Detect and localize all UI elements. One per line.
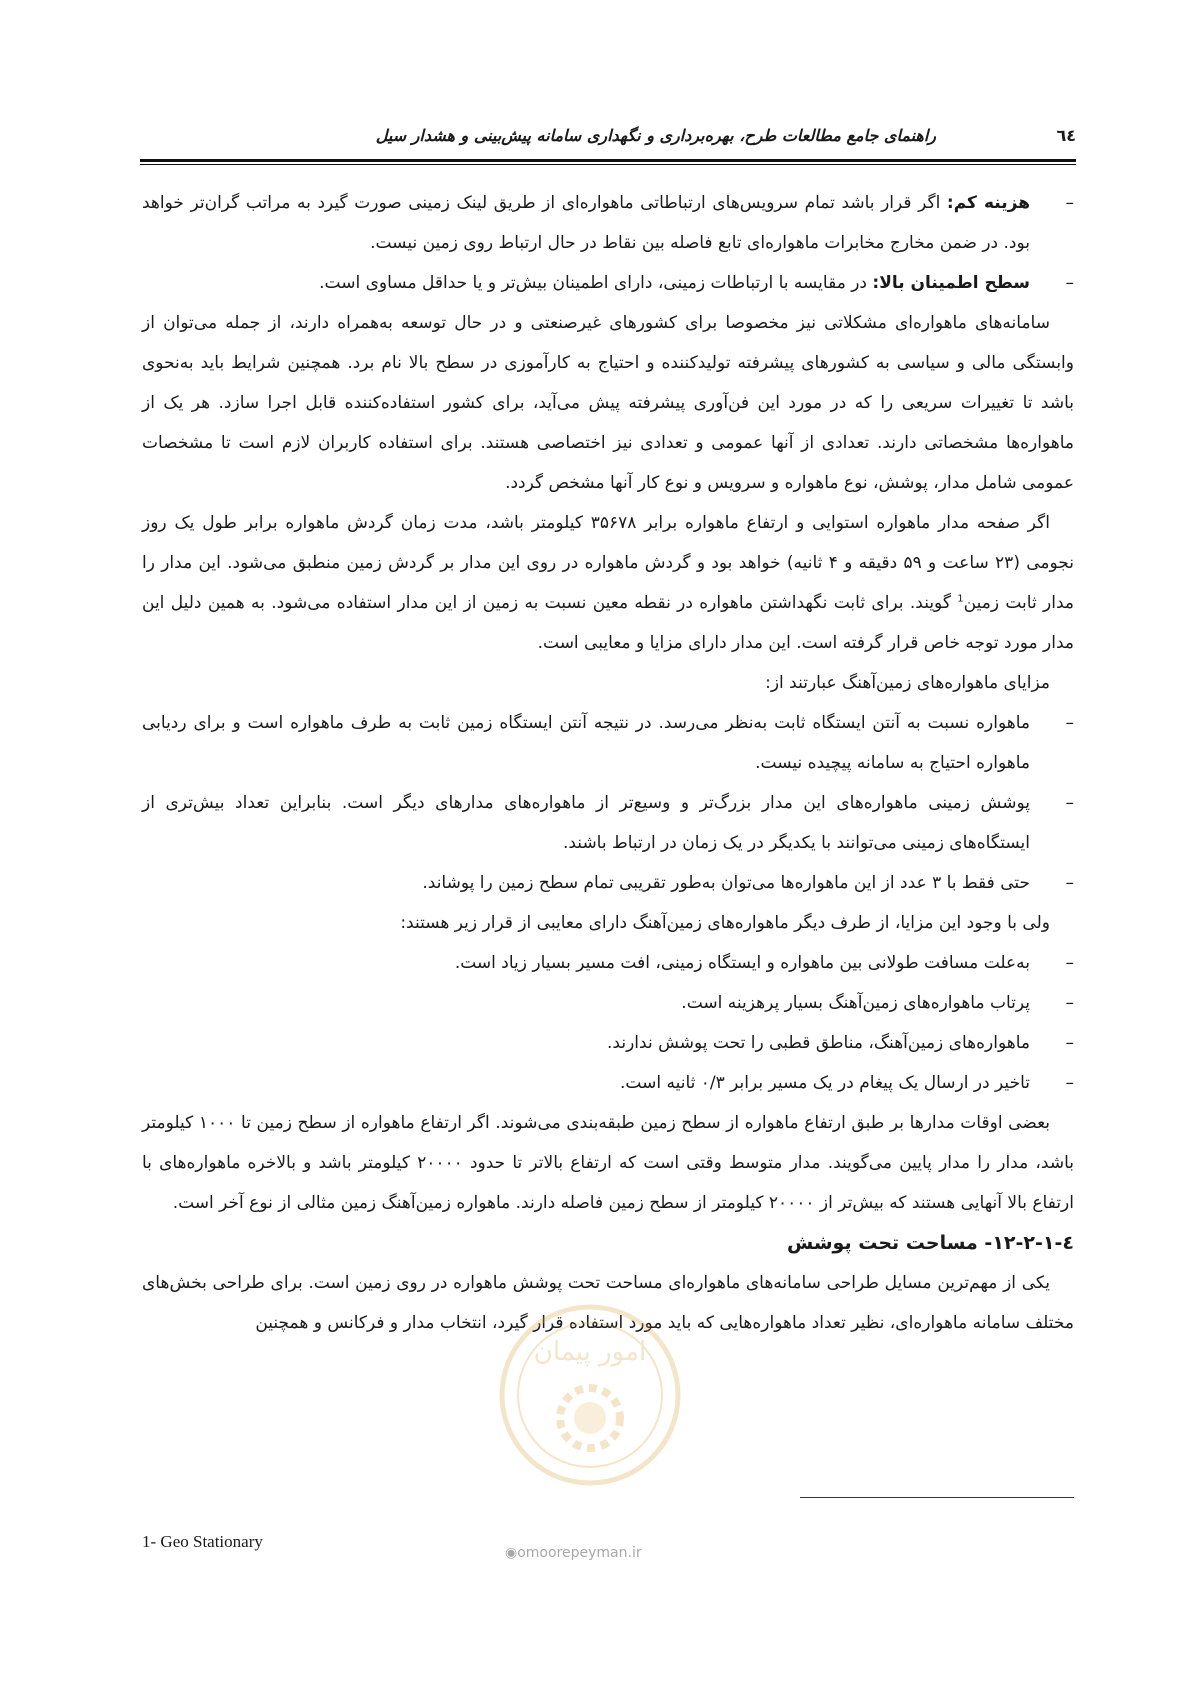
- page-number: ٦٤: [1056, 126, 1076, 145]
- list-item-text: ماهواره نسبت به آنتن ایستگاه ثابت به‌نظر می‌رسد. در نتیجه آنتن ایستگاه زمین ثابت به طرف ماهواره است و برای ردیابی ماهواره احتیاج به سامانه پیچیده نیست.: [142, 713, 1030, 773]
- bullet-dash: –: [1065, 1033, 1074, 1053]
- term-low-cost: هزینه کم:: [946, 193, 1030, 213]
- list-item: [142, 983, 1074, 1023]
- footnote-rule: [800, 1497, 1074, 1498]
- bullet-low-cost: [142, 183, 1074, 263]
- bullet-dash: –: [1065, 873, 1074, 893]
- list-item: [142, 943, 1074, 983]
- paragraph: مزایای ماهواره‌های زمین‌آهنگ عبارتند از:: [765, 673, 1050, 693]
- paragraph: یکی از مهم‌ترین مسایل طراحی سامانه‌های ماهواره‌ای مساحت تحت پوشش ماهواره در روی زمین است. برای طراحی بخش‌های مختلف سامانه ماهواره‌ای، نظیر تعداد ماهواره‌هایی که باید مورد استفاده قرار گیرد، انتخاب مدار و فرکانس و همچنین: [142, 1273, 1074, 1333]
- watermark-logo: [495, 1300, 685, 1490]
- bullet-text: اگر قرار باشد تمام سرویس‌های ارتباطاتی ماهواره‌ای از طریق لینک زمینی صورت گیرد به مراتب گران‌تر خواهد بود. در ضمن مخارج مخابرات ماهواره‌ای تابع فاصله بین نقاط در حال ارتباط روی زمین نیست.: [142, 193, 1030, 253]
- paragraph-text: گویند. برای ثابت نگهداشتن ماهواره در نقطه معین نسبت به زمین از این مدار استفاده می‌شود. به همین دلیل این مدار مورد توجه خاص قرار گرفته است. این مدار دارای مزایا و معایبی است.: [142, 593, 1074, 653]
- section-heading: ٤-۱۲-۲-۱- مساحت تحت پوشش: [787, 1232, 1074, 1254]
- bullet-dash: –: [1065, 1073, 1074, 1093]
- paragraph: سامانه‌های ماهواره‌ای مشکلاتی نیز مخصوصا برای کشورهای غیرصنعتی و در حال توسعه به‌همراه دارند، از جمله می‌توان از وابستگی مالی و سیاسی به کشورهای پیشرفته تولیدکننده و احتیاج به کارآموزی در سطح بالا نام برد. همچنین شرایط باید به‌نحوی باشد تا تغییرات سریعی را که در مورد این فن‌آوری پیشرفته پیش می‌آید، برای کشور استفاده‌کننده قابل اجرا سازد. هر یک از ماهواره‌ها مشخصاتی دارند. تعدادی از آنها عمومی و تعدادی نیز اختصاصی هستند. برای استفاده کاربران لازم است تا مشخصات عمومی شامل مدار، پوشش، نوع ماهواره و سرویس و نوع کار آنها مشخص گردد.: [142, 313, 1074, 493]
- bullet-dash: –: [1065, 793, 1074, 813]
- watermark-logo-text: امور پیمان: [533, 1337, 647, 1367]
- footnote: 1- Geo Stationary: [142, 1532, 263, 1551]
- body-text: [142, 183, 1074, 1343]
- list-item: [142, 703, 1074, 783]
- header-rule-thick: [140, 159, 1076, 162]
- list-item-text: تاخیر در ارسال یک پیغام در یک مسیر برابر ۰/۳ ثانیه است.: [620, 1073, 1030, 1093]
- list-item-text: حتی فقط با ۳ عدد از این ماهواره‌ها می‌توان به‌طور تقریبی تمام سطح زمین را پوشاند.: [422, 873, 1030, 893]
- paragraph: بعضی اوقات مدارها بر طبق ارتفاع ماهواره از سطح زمین طبقه‌بندی می‌شوند. اگر ارتفاع ماهواره از سطح زمین تا ۱۰۰۰ کیلومتر باشد، مدار را مدار پایین می‌گویند. مدار متوسط وقتی است که ارتفاع بالاتر تا حدود ۲۰۰۰۰ کیلومتر باشد و بالاخره ماهواره‌های با ارتفاع بالا آنهایی هستند که بیش‌تر از ۲۰۰۰۰ کیلومتر از سطح زمین فاصله دارند. ماهواره زمین‌آهنگ زمین مثالی از نوع آخر است.: [142, 1113, 1074, 1213]
- watermark-globe-icon: ◉: [505, 1545, 518, 1561]
- list-item: [142, 863, 1074, 903]
- running-header: [140, 122, 1076, 156]
- bullet-dash: –: [1065, 713, 1074, 733]
- list-item-text: ماهواره‌های زمین‌آهنگ، مناطق قطبی را تحت پوشش ندارند.: [607, 1033, 1030, 1053]
- footnote-ref: 1: [957, 593, 964, 605]
- list-item: [142, 1023, 1074, 1063]
- list-item-text: به‌علت مسافت طولانی بین ماهواره و ایستگاه زمینی، افت مسیر بسیار زیاد است.: [454, 953, 1030, 973]
- header-rule-thin: [140, 164, 1076, 165]
- bullet-text: در مقایسه با ارتباطات زمینی، دارای اطمینان بیش‌تر و یا حداقل مساوی است.: [319, 273, 873, 293]
- watermark-url-text: omoorepeyman.ir: [517, 1545, 642, 1561]
- bullet-dash: –: [1065, 953, 1074, 973]
- paragraph-text: اگر صفحه مدار ماهواره استوایی و ارتفاع ماهواره برابر ۳۵۶۷۸ کیلومتر باشد، مدت زمان گردش ماهواره برابر طول یک روز نجومی (۲۳ ساعت و ۵۹ دقیقه و ۴ ثانیه) خواهد بود و گردش ماهواره در روی این مدار بر گردش زمین منطبق می‌شود. این مدار را مدار ثابت زمین: [142, 513, 1074, 613]
- bullet-dash: –: [1065, 193, 1074, 213]
- term-high-reliability: سطح اطمینان بالا:: [872, 273, 1030, 293]
- bullet-high-reliability: [142, 263, 1074, 303]
- list-item: [142, 1063, 1074, 1103]
- list-item-text: پرتاب ماهواره‌های زمین‌آهنگ بسیار پرهزینه است.: [681, 993, 1030, 1013]
- header-title: راهنمای جامع مطالعات طرح، بهره‌برداری و نگهداری سامانه پیش‌بینی و هشدار سیل: [375, 126, 936, 145]
- paragraph: ولی با وجود این مزایا، از طرف دیگر ماهواره‌های زمین‌آهنگ دارای معایبی از قرار زیر هستند:: [400, 913, 1050, 933]
- paragraph-geostationary: [142, 503, 1074, 663]
- list-item: [142, 783, 1074, 863]
- watermark-url: [505, 1545, 642, 1561]
- bullet-dash: –: [1065, 993, 1074, 1013]
- list-item-text: پوشش زمینی ماهواره‌های این مدار بزرگ‌تر و وسیع‌تر از ماهواره‌های مدارهای دیگر است. بنابراین تعداد بیش‌تری از ایستگاه‌های زمینی می‌توانند با یکدیگر در یک زمان در ارتباط باشند.: [142, 793, 1030, 853]
- bullet-dash: –: [1065, 273, 1074, 293]
